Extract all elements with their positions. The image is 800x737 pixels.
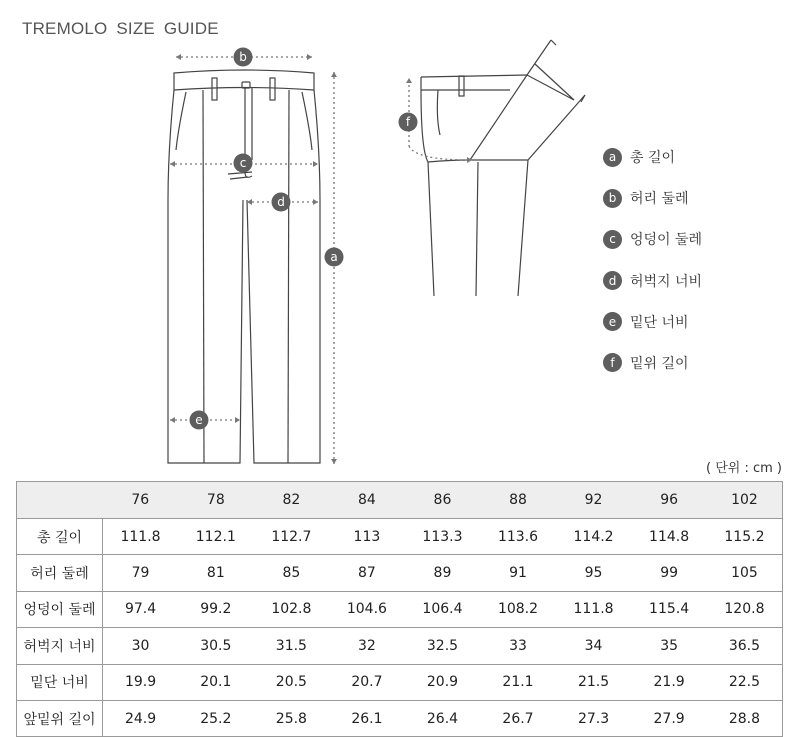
row-label: 밑단 너비 (17, 664, 103, 700)
table-cell: 35 (631, 628, 707, 664)
legend-label: 밑위 길이 (630, 355, 689, 372)
legend-badge: d (603, 271, 622, 290)
table-cell: 112.1 (178, 519, 254, 555)
table-row (17, 519, 783, 555)
size-header: 86 (405, 482, 481, 519)
table-cell: 91 (480, 555, 556, 591)
table-cell: 106.4 (405, 591, 481, 627)
size-header: 102 (707, 482, 783, 519)
table-cell: 20.7 (329, 664, 405, 700)
table-cell: 102.8 (254, 591, 330, 627)
page-title: TREMOLO SIZE GUIDE (22, 19, 219, 38)
table-cell: 112.7 (254, 519, 330, 555)
table-cell: 89 (405, 555, 481, 591)
table-cell: 115.4 (631, 591, 707, 627)
table-cell: 26.1 (329, 700, 405, 736)
legend-label: 허리 둘레 (630, 191, 689, 208)
size-header: 92 (556, 482, 632, 519)
size-table (16, 481, 783, 737)
legend-badge: c (603, 230, 622, 249)
table-cell: 99 (631, 555, 707, 591)
legend-item-a (603, 146, 702, 168)
header-corner (17, 482, 103, 519)
measurement-legend (603, 146, 702, 393)
legend-item-f (603, 352, 702, 374)
table-cell: 85 (254, 555, 330, 591)
legend-label: 총 길이 (630, 150, 676, 166)
table-cell: 105 (707, 555, 783, 591)
table-cell: 21.5 (556, 664, 632, 700)
table-cell: 30 (103, 628, 179, 664)
svg-text:a: a (330, 250, 338, 264)
measure-lines-side (409, 80, 470, 160)
table-cell: 26.7 (480, 700, 556, 736)
table-row (17, 628, 783, 664)
side-pants-drawing (421, 40, 585, 296)
badge-e (190, 411, 209, 430)
table-cell: 20.9 (405, 664, 481, 700)
legend-item-e (603, 311, 702, 333)
table-cell: 21.9 (631, 664, 707, 700)
size-header: 82 (254, 482, 330, 519)
size-header: 76 (103, 482, 179, 519)
table-cell: 87 (329, 555, 405, 591)
table-row (17, 555, 783, 591)
table-cell: 31.5 (254, 628, 330, 664)
svg-text:f: f (405, 115, 411, 129)
svg-text:d: d (277, 195, 285, 209)
legend-label: 허벅지 너비 (630, 273, 703, 290)
table-cell: 120.8 (707, 591, 783, 627)
legend-badge: f (603, 353, 622, 372)
table-cell: 104.6 (329, 591, 405, 627)
badge-d (272, 193, 291, 212)
legend-label: 엉덩이 둘레 (630, 232, 703, 249)
table-cell: 32 (329, 628, 405, 664)
table-cell: 20.5 (254, 664, 330, 700)
table-cell: 99.2 (178, 591, 254, 627)
badge-a (325, 248, 344, 267)
table-cell: 28.8 (707, 700, 783, 736)
table-cell: 97.4 (103, 591, 179, 627)
row-label: 허벅지 너비 (17, 628, 103, 664)
table-cell: 26.4 (405, 700, 481, 736)
size-header: 88 (480, 482, 556, 519)
table-cell: 19.9 (103, 664, 179, 700)
legend-label: 밑단 너비 (630, 314, 689, 331)
table-cell: 95 (556, 555, 632, 591)
table-cell: 22.5 (707, 664, 783, 700)
table-cell: 27.3 (556, 700, 632, 736)
legend-badge: a (603, 148, 622, 167)
badge-c (234, 154, 253, 173)
table-cell: 27.9 (631, 700, 707, 736)
table-cell: 25.8 (254, 700, 330, 736)
table-row (17, 664, 783, 700)
table-cell: 33 (480, 628, 556, 664)
size-header: 84 (329, 482, 405, 519)
table-cell: 32.5 (405, 628, 481, 664)
table-cell: 81 (178, 555, 254, 591)
row-label: 엉덩이 둘레 (17, 591, 103, 627)
table-cell: 111.8 (103, 519, 179, 555)
table-cell: 113 (329, 519, 405, 555)
measure-arrowheads (170, 54, 337, 464)
table-cell: 25.2 (178, 700, 254, 736)
table-cell: 108.2 (480, 591, 556, 627)
table-cell: 30.5 (178, 628, 254, 664)
row-label: 앞밑위 길이 (17, 700, 103, 736)
table-cell: 20.1 (178, 664, 254, 700)
table-row (17, 591, 783, 627)
table-cell: 114.8 (631, 519, 707, 555)
legend-badge: b (603, 189, 622, 208)
size-header: 78 (178, 482, 254, 519)
svg-text:c: c (239, 156, 247, 170)
size-header-row (17, 482, 783, 519)
svg-text:b: b (239, 50, 247, 64)
legend-item-c (603, 228, 702, 250)
svg-text:e: e (195, 413, 203, 427)
size-header: 96 (631, 482, 707, 519)
legend-badge: e (603, 312, 622, 331)
table-cell: 113.3 (405, 519, 481, 555)
table-row (17, 700, 783, 736)
table-cell: 24.9 (103, 700, 179, 736)
front-pants-drawing (168, 70, 320, 463)
badge-f (399, 113, 418, 132)
unit-note: ( 단위 : cm ) (706, 461, 782, 476)
table-cell: 115.2 (707, 519, 783, 555)
legend-item-b (603, 187, 702, 209)
table-cell: 36.5 (707, 628, 783, 664)
row-label: 총 길이 (17, 519, 103, 555)
table-cell: 114.2 (556, 519, 632, 555)
table-cell: 111.8 (556, 591, 632, 627)
table-cell: 79 (103, 555, 179, 591)
badge-b (234, 48, 253, 67)
table-cell: 34 (556, 628, 632, 664)
table-cell: 21.1 (480, 664, 556, 700)
table-cell: 113.6 (480, 519, 556, 555)
legend-item-d (603, 270, 702, 292)
row-label: 허리 둘레 (17, 555, 103, 591)
